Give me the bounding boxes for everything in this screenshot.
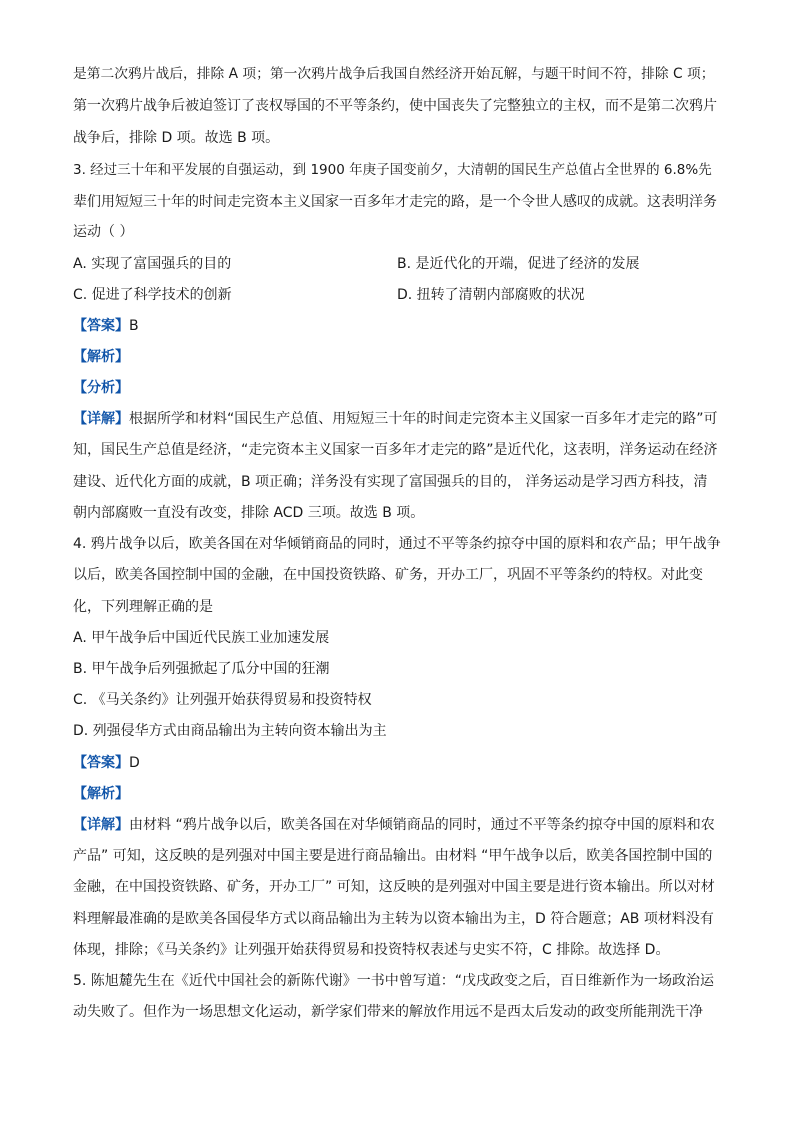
q3-fenxi-line <box>73 378 723 398</box>
q3-detail-line-4: 朝内部腐败一直没有改变，排除 ACD 三项。故选 B 项。 <box>73 505 425 521</box>
q2-explanation-line-1: 是第二次鸦片战后，排除 A 项；第一次鸦片战争后我国自然经济开始瓦解，与题干时间不符，排除 C 项； <box>73 66 715 82</box>
q3-detail-line-1 <box>73 409 723 429</box>
q4-answer-value: D <box>129 755 140 771</box>
answer-tag: 【答案】 <box>73 318 129 334</box>
q4-stem-line-1: 4. 鸦片战争以后，欧美各国在对华倾销商品的同时，通过不平等条约掠夺中国的原料和农产品；甲午战争 <box>73 536 721 552</box>
q4-option-c: C. 《马关条约》让列强开始获得贸易和投资特权 <box>73 692 372 708</box>
q4-jiexi-line <box>73 784 723 804</box>
q4-option-b: B. 甲午战争后列强掀起了瓜分中国的狂潮 <box>73 661 330 677</box>
q3-detail-line-2: 知，国民生产总值是经济，“走完资本主义国家一百多年才走完的路”是近代化，这表明，洋务运动在经济 <box>73 442 718 458</box>
jiexi-tag: 【解析】 <box>73 349 129 365</box>
q3-jiexi-line <box>73 347 723 367</box>
jiexi-tag: 【解析】 <box>73 786 129 802</box>
xiangjie-tag: 【详解】 <box>73 817 129 833</box>
answer-tag: 【答案】 <box>73 755 129 771</box>
q4-detail-line-1 <box>73 815 723 835</box>
q2-explanation-line-3: 战争后，排除 D 项。故选 B 项。 <box>73 130 280 146</box>
q4-option-a: A. 甲午战争后中国近代民族工业加速发展 <box>73 630 330 646</box>
q3-option-d: D. 扭转了清朝内部腐败的状况 <box>397 287 585 303</box>
q4-answer-line <box>73 753 723 773</box>
q4-option-d: D. 列强侵华方式由商品输出为主转向资本输出为主 <box>73 723 387 739</box>
q3-option-b: B. 是近代化的开端，促进了经济的发展 <box>397 256 640 272</box>
q3-detail-line-3: 建设、近代化方面的成就，B 项正确；洋务没有实现了富国强兵的目的， 洋务运动是学习西方科技，清 <box>73 474 708 490</box>
q4-detail-line-2: 产品” 可知，这反映的是列强对中国主要是进行商品输出。由材料 “甲午战争以后，欧美各国控制中国的 <box>73 848 713 864</box>
q4-detail-line-4: 料理解最准确的是欧美各国侵华方式以商品输出为主转为以资本输出为主，D 符合题意；AB 项材料没有 <box>73 911 714 927</box>
q3-answer-line <box>73 316 723 336</box>
q5-stem-line-1: 5. 陈旭麓先生在《近代中国社会的新陈代谢》一书中曾写道：“戊戌政变之后，百日维新作为一场政治运 <box>73 973 715 989</box>
q5-stem-line-2: 动失败了。但作为一场思想文化运动，新学家们带来的解放作用远不是西太后发动的政变所能荆洗干净 <box>73 1004 703 1020</box>
fenxi-tag: 【分析】 <box>73 380 129 396</box>
q3-stem-line-2: 辈们用短短三十年的时间走完资本主义国家一百多年才走完的路，是一个令世人感叹的成就。这表明洋务 <box>73 194 717 210</box>
q4-detail-line-3: 金融，在中国投资铁路、矿务，开办工厂” 可知，这反映的是列强对中国主要是进行资本输出。所以对材 <box>73 879 715 895</box>
q3-option-a: A. 实现了富国强兵的目的 <box>73 256 232 272</box>
q3-stem-line-1: 3. 经过三十年和平发展的自强运动，到 1900 年庚子国变前夕，大清朝的国民生产总值占全世界的 6.8%先 <box>73 162 712 178</box>
q4-detail-line-5: 体现，排除；《马关条约》让列强开始获得贸易和投资特权表述与史实不符，C 排除。故选择 D。 <box>73 942 670 958</box>
xiangjie-tag: 【详解】 <box>73 411 129 427</box>
q4-stem-line-3: 化，下列理解正确的是 <box>73 599 213 615</box>
q4-detail-text-1: 由材料 “鸦片战争以后，欧美各国在对华倾销商品的同时，通过不平等条约掠夺中国的原料和农 <box>129 817 715 833</box>
q3-answer-value: B <box>129 318 139 334</box>
q3-stem-line-3: 运动（ ） <box>73 224 134 240</box>
q3-option-c: C. 促进了科学技术的创新 <box>73 287 232 303</box>
q3-detail-text-1: 根据所学和材料“国民生产总值、用短短三十年的时间走完资本主义国家一百多年才走完的路”可 <box>129 411 718 427</box>
q2-explanation-line-2: 第一次鸦片战争后被迫签订了丧权辱国的不平等条约，使中国丧失了完整独立的主权，而不是第二次鸦片 <box>73 98 717 114</box>
q4-stem-line-2: 以后，欧美各国控制中国的金融，在中国投资铁路、矿务，开办工厂，巩固不平等条约的特权。对此变 <box>73 567 703 583</box>
